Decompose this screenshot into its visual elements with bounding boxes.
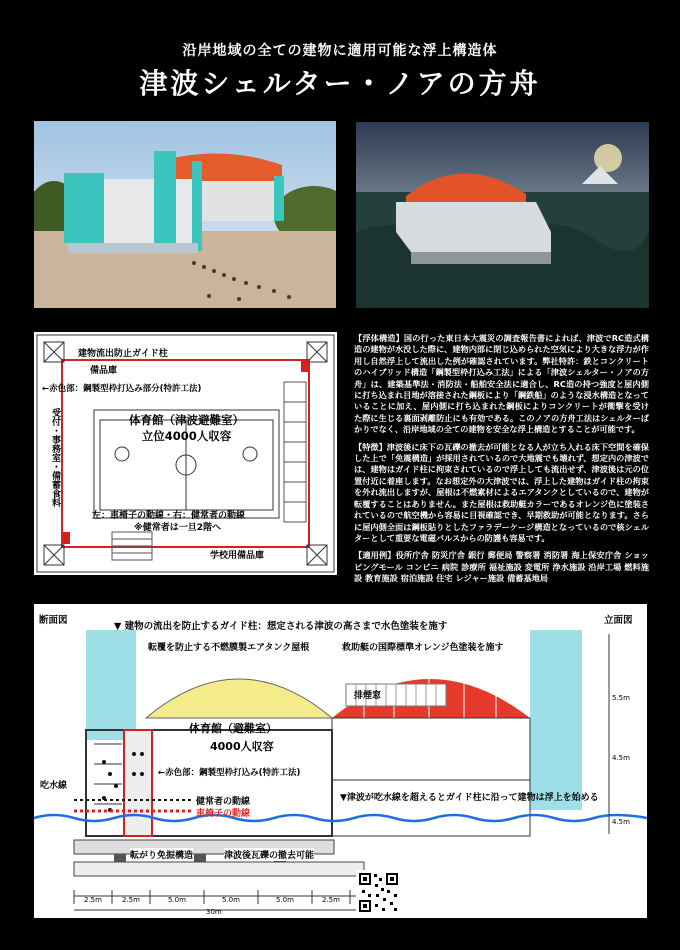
- company-name: 株式会社 光都市綜合設計: [420, 885, 591, 901]
- dim-total: 30m: [206, 908, 222, 916]
- plan-storage-top: 備品庫: [90, 366, 118, 376]
- ark-painting: [356, 122, 649, 308]
- dim-6: 2.5m: [322, 896, 340, 904]
- plan-school-storage: 学校用備品庫: [210, 551, 265, 561]
- description-applications: 【適用例】役所庁舎 防災庁舎 銀行 郵便局 警察署 消防署 海上保安庁舎 ショッピングモール コンビニ 病院 診療所 福祉施設 変電所 浄水施設 沿岸工場 燃料施設 教育施設 宿泊施設 住宅 レジャー施設 備蓄基地局: [354, 550, 649, 584]
- section-healthy-flow: 健常者の動線: [196, 797, 251, 807]
- section-isolation: 転がり免振構造: [130, 848, 193, 861]
- dim-5: 5.0m: [276, 896, 294, 904]
- section-debris: 津波後瓦礫の撤去可能: [224, 848, 314, 861]
- section-wheelchair-flow: 車椅子の動線: [196, 809, 251, 819]
- section-vent: 排煙窓: [354, 691, 382, 701]
- building-rendering: [34, 121, 336, 308]
- section-gym-title: 体育館（避難室）: [189, 722, 277, 735]
- floor-plan: [34, 332, 337, 575]
- description-text: [354, 333, 649, 591]
- page-title: 津波シェルター・ノアの方舟: [139, 67, 541, 100]
- height-1: 5.5m: [612, 694, 630, 702]
- section-label-left: 断面図: [39, 615, 68, 626]
- section-label-right: 立面図: [604, 615, 633, 626]
- section-orange-note: 救助艇の国際標準オレンジ色塗装を施す: [342, 643, 504, 653]
- section-red-part: ←赤色部：鋼製型枠打込み(特許工法): [158, 768, 301, 778]
- plan-capacity: 立位4000人収容: [141, 429, 232, 443]
- plan-guide-pillar: 建物流出防止ガイド柱: [78, 349, 168, 359]
- plan-flow-note-2: ※健常者は一旦2階へ: [134, 523, 222, 533]
- section-drawing: [34, 604, 647, 918]
- dim-1: 2.5m: [84, 896, 102, 904]
- description-features: 【特徴】津波後に床下の瓦礫の撤去が可能となる人が立ち入れる床下空間を確保した上で「免震構造」が採用されているので大地震でも壊れず、想定内の津波では、建物はガイド柱に拘束されているので浮上しても流出せず、津波後は元の位置付近に着座します。なお想定外の大津波では、浮上した建物はガイド柱の拘束を外れ流出しますが、屋根は不燃素材によるエアタンクとしているので、建物が転覆することはありません。また屋根は救助艇カラーであるオレンジ色に塗装されているので航空機から容易に目視確認でき、早期救助が可能となります。さらに屋内側全面は鋼板貼りとしたファラデーケージ構造となっているので核シェルターとして重要な電磁パルスからの防護も容易です。: [354, 441, 649, 543]
- plan-side-label: 受付・事務室・備蓄食料: [50, 408, 60, 507]
- plan-red-part: ←赤色部：鋼製型枠打込み部分(特許工法): [42, 384, 202, 394]
- section-draft-line: 吃水線: [40, 781, 68, 791]
- plan-flow-note: 左：車椅子の動線・右：健常者の動線: [92, 511, 246, 521]
- section-capacity: 4000人収容: [210, 740, 274, 753]
- section-roof-note: 転覆を防止する不燃膜製エアタンク屋根: [148, 643, 310, 653]
- dim-2: 2.5m: [122, 896, 140, 904]
- dim-4: 5.0m: [222, 896, 240, 904]
- dim-3: 5.0m: [168, 896, 186, 904]
- height-3: 4.5m: [612, 818, 630, 826]
- height-2: 4.5m: [612, 754, 630, 762]
- section-guide-note: ▼ 建物の流出を防止するガイド柱：想定される津波の高さまで水色塗装を施す: [114, 621, 448, 632]
- qr-code[interactable]: [356, 870, 401, 915]
- section-float-note: ▼津波が吃水線を超えるとガイド柱に沿って建物は浮上を始める: [340, 793, 599, 803]
- subtitle: 沿岸地域の全ての建物に適用可能な浮上構造体: [182, 43, 498, 59]
- description-structure: 【浮体構造】国の行った東日本大震災の調査報告書によれば、津波でRC造式構造の建物が水没した際に、建物内部に閉じ込められた空気により大きな浮力が作用し自然浮上して流出した例が確認されています。弊社特許：鉄とコンクリートのハイブリッド構造「鋼製型枠打込み工法」による「津波シェルター・ノアの方舟」は、建築基準法・消防法・船舶安全法に適合し、RC造の持つ強度と屋内側に打ち込まれ目地が溶接された鋼板により「鋼鉄船」のような浸水構造となっていることに加え、屋内側に打ち込まれた鋼板によりコンクリートが衝撃を受けた際に生じる裏面剥離防止にも有効である。このノアの方舟工法はシェルターばかりでなく、沿岸地域の全ての建物を安全な浮上構造とすることが可能です。: [354, 333, 649, 435]
- plan-gym-title: 体育館（津波避難室）: [129, 413, 244, 427]
